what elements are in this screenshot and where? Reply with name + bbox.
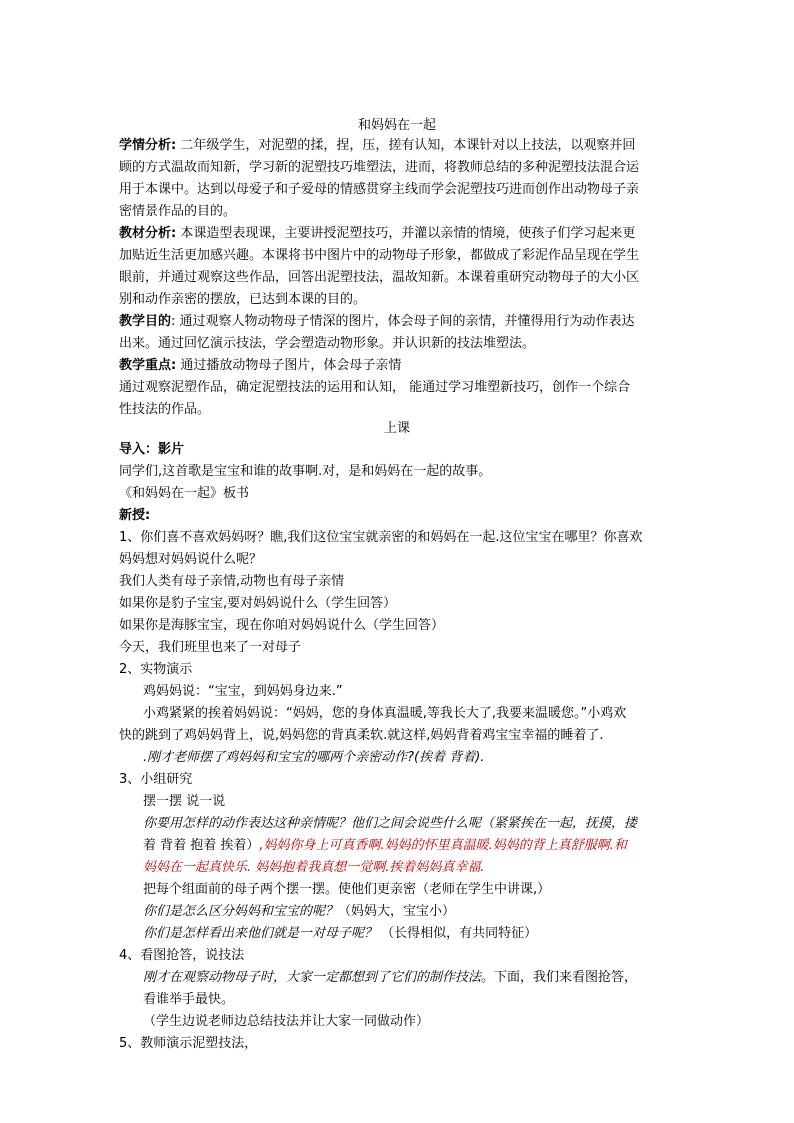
jiaocai-text: 本课造型表现课，主要讲授泥塑技巧，并灌以亲情的情境，使孩子们学习起来更 [176,226,636,241]
s3-line-5: 把每个组面前的母子两个摆一摆。使他们更亲密（老师在学生中讲课,） [143,882,551,897]
s4-line-3: （学生边说老师边总结技法并让大家一同做动作） [143,1014,430,1029]
xueqing-text: 二年级学生，对泥塑的揉，捏，压，搓有认知，本课针对以上技法，以观察并回 [176,138,636,153]
jiaocai-line-2: 加贴近生活更加感兴趣。本课将书中图片中的动物母子形象，都做成了彩泥作品呈现在学生 [119,248,640,263]
s4-line-1-italic: 刚才在观察动物母子时，大家一定都想到了它们的制作技法 [143,970,482,985]
zhongdian-line-3: 性技法的作品。 [119,402,211,417]
daoru-line-2: 《和妈妈在一起》板书 [119,486,250,501]
s3-line-7 [143,925,537,943]
s1-line-2: 妈妈想对妈妈说什么呢？ [119,552,263,567]
s4-line-2: 看谁举手最快。 [143,992,235,1007]
zhongdian-label: 教学重点: [119,358,177,373]
s3-line-4: 妈妈在一起真快乐. 妈妈抱着我真想一觉啊.挨着妈妈真幸福. [143,860,485,875]
daoru-line-1: 同学们,这首歌是宝宝和谁的故事啊.对，是和妈妈在一起的故事。 [119,464,492,479]
s3-line-7-question: 你们是怎样看出来他们就是一对母子呢？ [143,926,378,941]
s2-line-4: .刚才老师摆了鸡妈妈和宝宝的哪两个亲密动作?(挨着 背着). [143,750,485,765]
jiaocai-line-3: 眼前，并通过观察这些作品，回答出泥塑技法，温故知新。本课着重研究动物母子的大小区 [119,270,640,285]
s3-line-6-answer: （妈妈大，宝宝小） [338,904,456,919]
s3-line-6 [143,903,455,921]
xueqing-line-2: 顾的方式温故而知新，学习新的泥塑技巧堆塑法，进而，将教师总结的多种泥塑技法混合运 [119,160,640,175]
xueqing-line-1 [119,137,635,155]
zhongdian-text: 通过播放动物母子图片，体会母子亲情 [176,358,402,373]
s3-line-3-quotes: ,妈妈你身上可真香啊.妈妈的怀里真温暖.妈妈的背上真舒服啊.和 [259,838,627,853]
s1-line-3: 我们人类有母子亲情,动物也有母子亲情 [119,574,345,589]
s3-title: 3、小组研究 [119,772,193,787]
s2-line-3: 快的跳到了鸡妈妈背上，说,妈妈您的背真柔软.就这样,妈妈背着鸡宝宝幸福的睡着了. [119,728,604,743]
s3-line-3 [143,837,627,855]
s3-line-3-actions: 着 背着 抱着 挨着） [143,838,260,853]
zhongdian-line-1 [119,357,401,375]
xueqing-label: 学情分析: [119,138,177,153]
xinshou-label: 新授: [119,508,151,523]
s3-line-1: 摆一摆 说一说 [143,794,226,809]
s1-line-1: 1、你们喜不喜欢妈妈呀？瞧,我们这位宝宝就亲密的和妈妈在一起.这位宝宝在哪里？你喜欢 [119,530,643,545]
jiaocai-label: 教材分析: [119,226,177,241]
jiaocai-line-1 [119,225,635,243]
s3-line-7-answer: （长得相似，有共同特征） [377,926,538,941]
s4-line-1 [143,969,637,987]
mudi-label: 教学目的 [119,314,172,329]
s2-line-2: 小鸡紧紧的挨着妈妈说：“妈妈，您的身体真温暖,等我长大了,我要来温暖您。”小鸡欢 [143,706,627,721]
xueqing-line-4: 密情景作品的目的。 [119,204,237,219]
mudi-line-2: 出来。通过回忆演示技法，学会塑造动物形象。并认识新的技法堆塑法。 [119,336,536,351]
s4-line-1-plain: 。下面，我们来看图抢答， [481,970,638,985]
s3-line-2: 你要用怎样的动作表达这种亲情呢？他们之间会说些什么呢（紧紧挨在一起，抚摸，搂 [143,816,638,831]
s1-line-5: 如果你是海豚宝宝，现在你咱对妈妈说什么（学生回答） [119,618,445,633]
xueqing-line-3: 用于本课中。达到以母爱子和子爱母的情感贯穿主线而学会泥塑技巧进而创作出动物母子亲 [119,182,640,197]
page-title: 和妈妈在一起 [357,118,436,133]
s1-line-4: 如果你是豹子宝宝,要对妈妈说什么（学生回答） [119,596,397,611]
s5-title: 5、教师演示泥塑技法， [119,1036,258,1051]
zhongdian-line-2: 通过观察泥塑作品，确定泥塑技法的运用和认知， 能通过学习堆塑新技巧，创作一个综合 [119,380,631,395]
section-heading-shangke: 上课 [383,421,410,436]
daoru-label: 导入：影片 [119,442,185,457]
s1-line-6: 今天，我们班里也来了一对母子 [119,640,302,655]
s2-title: 2、实物演示 [119,662,193,677]
s2-line-1: 鸡妈妈说：“宝宝，到妈妈身边来.” [143,684,343,699]
s3-line-6-question: 你们是怎么区分妈妈和宝宝的呢？ [143,904,339,919]
mudi-text: : 通过观察人物动物母子情深的图片，体会母子间的亲情，并懂得用行为动作表达 [171,314,635,329]
mudi-line-1 [119,313,635,331]
s4-title: 4、看图抢答，说技法 [119,948,245,963]
jiaocai-line-4: 别和动作亲密的摆放，已达到本课的目的。 [119,292,367,307]
